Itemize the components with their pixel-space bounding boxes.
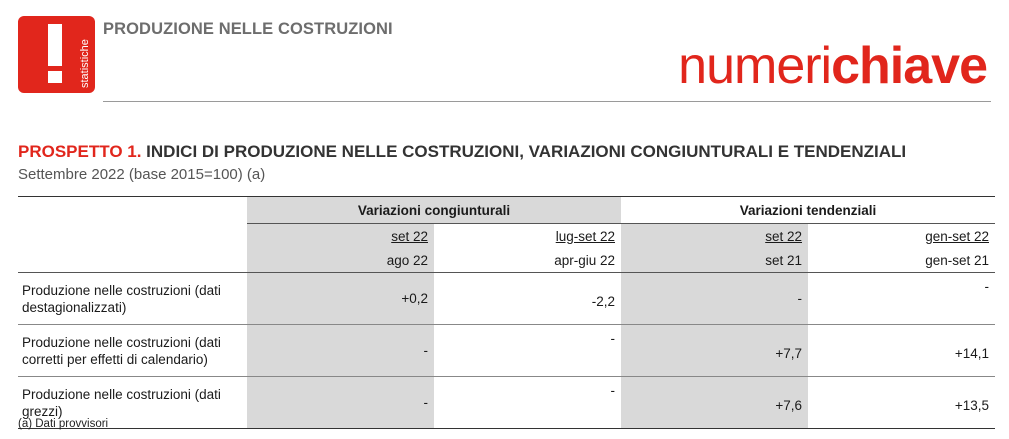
header-empty-cell [18,248,247,273]
istat-statistiche-logo [18,16,95,93]
value-cell: +13,5 [808,377,995,429]
value-cell: +7,7 [621,325,808,377]
table-row [18,325,995,377]
table-row [18,377,995,429]
table-label: PROSPETTO 1. [18,142,142,161]
period-top-cell: set 22 [621,224,808,249]
brand-wordmark [678,37,987,95]
group-header-tendenziali: Variazioni tendenziali [621,197,995,224]
period-bottom-cell: ago 22 [247,248,434,273]
period-bottom-cell: gen-set 21 [808,248,995,273]
header-empty-cell [18,197,247,224]
value-cell: +14,1 [808,325,995,377]
header-divider [103,101,991,102]
period-bottom-row [18,248,995,273]
footnote: (a) Dati provvisori [18,418,109,430]
brand-bold: chiave [831,37,987,95]
row-label: Produzione nelle costruzioni (dati corretti per effetti di calendario) [18,325,247,377]
table-title [18,142,906,162]
brand-light: numeri [678,37,832,95]
value-cell: - [808,273,995,325]
header-empty-cell [18,224,247,249]
group-header-congiunturali: Variazioni congiunturali [247,197,621,224]
value-cell: - [621,273,808,325]
section-title: PRODUZIONE NELLE COSTRUZIONI [103,20,393,38]
period-top-row [18,224,995,249]
row-label: Produzione nelle costruzioni (dati grezzi) [18,377,247,429]
value-cell: - [434,377,621,429]
value-cell: +7,6 [621,377,808,429]
value-cell: -2,2 [434,273,621,325]
value-cell: - [247,377,434,429]
value-cell: - [434,325,621,377]
value-cell: - [247,325,434,377]
period-top-cell: set 22 [247,224,434,249]
indices-table [18,196,995,429]
group-header-row [18,197,995,224]
table-subtitle: Settembre 2022 (base 2015=100) (a) [18,166,266,183]
period-bottom-cell: set 21 [621,248,808,273]
period-top-cell: lug-set 22 [555,228,615,244]
table-row [18,273,995,325]
period-top-cell: gen-set 22 [925,228,989,244]
logo-text: statistiche [79,39,91,88]
period-bottom-cell: apr-giu 22 [434,248,621,273]
table-title-text: INDICI DI PRODUZIONE NELLE COSTRUZIONI, VARIAZIONI CONGIUNTURALI E TENDENZIALI [141,142,907,161]
value-cell: +0,2 [247,273,434,325]
row-label: Produzione nelle costruzioni (dati destagionalizzati) [18,273,247,325]
